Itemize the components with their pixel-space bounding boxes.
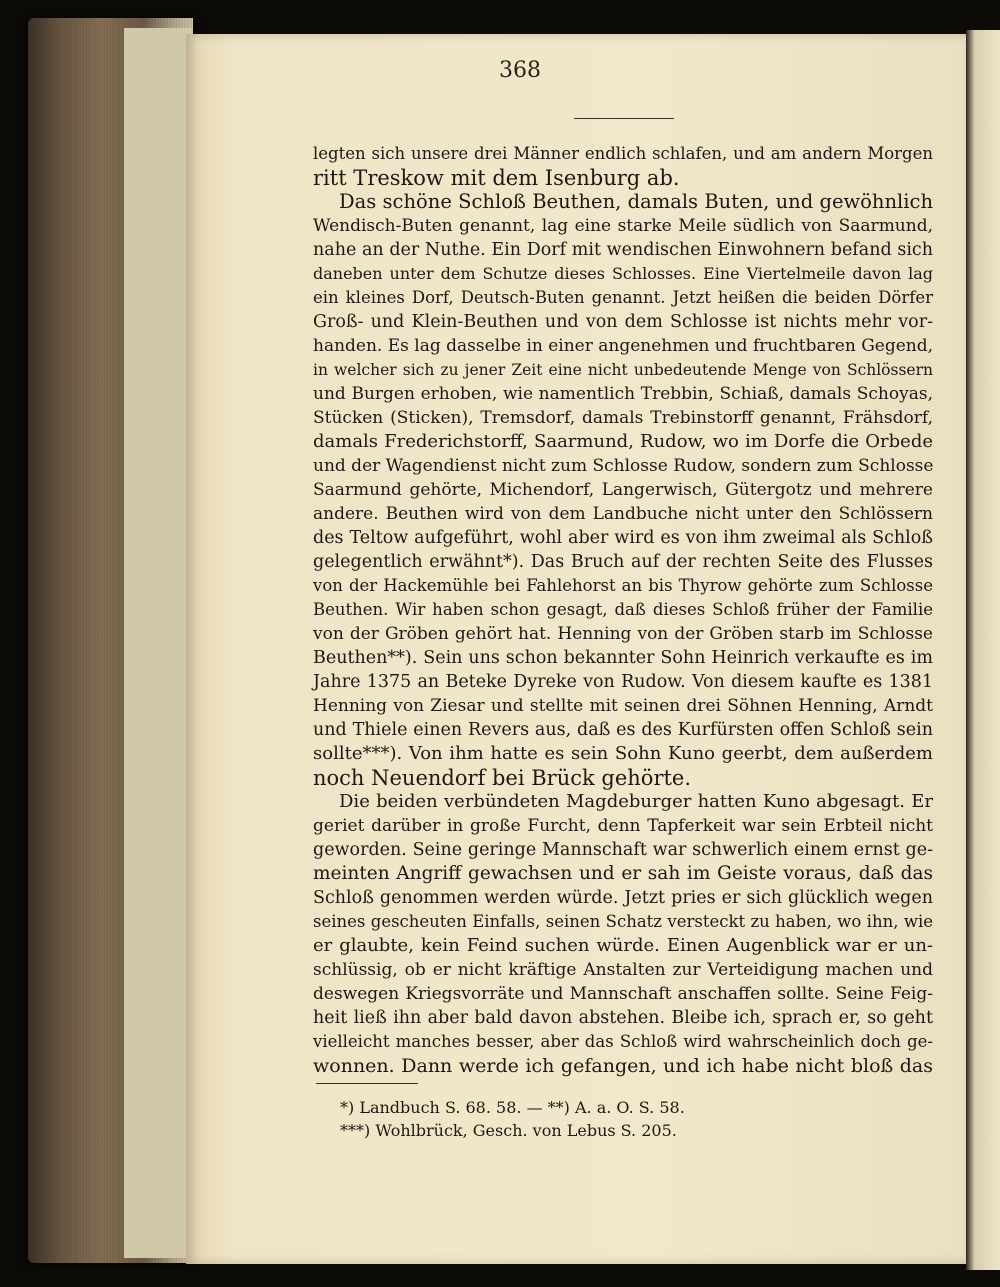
footnote-rule	[316, 1083, 418, 1084]
text-line: Die beiden verbündeten Magdeburger hatten Kuno abgesagt. Er	[339, 791, 933, 812]
text-line: Das schöne Schloß Beuthen, damals Buten, und gewöhnlich	[339, 190, 933, 213]
text-line: legten sich unsere drei Männer endlich schlafen, und am andern Morgen	[313, 144, 933, 163]
text-line: andere. Beuthen wird von dem Landbuche nicht unter den Schlössern	[313, 504, 933, 524]
text-line: von der Hackemühle bei Fahlehorst an bis Thyrow gehörte zum Schlosse	[313, 576, 933, 595]
text-line: geworden. Seine geringe Mannschaft war schwerlich einem ernst ge-	[313, 840, 933, 860]
footnote: ***) Wohlbrück, Gesch. von Lebus S. 205.	[340, 1121, 677, 1140]
text-line: sollte***). Von ihm hatte es sein Sohn Kuno geerbt, dem außerdem	[313, 743, 933, 764]
text-line: er glaubte, kein Feind suchen würde. Einen Augenblick war er un-	[313, 935, 933, 956]
text-line: des Teltow aufgeführt, wohl aber wird es von ihm zweimal als Schloß	[313, 528, 933, 548]
footnotes	[340, 1096, 940, 1142]
text-line: daneben unter dem Schutze dieses Schlosses. Eine Viertelmeile davon lag	[313, 264, 933, 283]
text-line: gelegentlich erwähnt*). Das Bruch auf der rechten Seite des Flusses	[313, 552, 933, 572]
text-line: und der Wagendienst nicht zum Schlosse Rudow, sondern zum Schlosse	[313, 456, 934, 476]
text-line: handen. Es lag dasselbe in einer angenehmen und fruchtbaren Gegend,	[313, 336, 934, 356]
page-number-rule	[574, 118, 674, 119]
text-line: Schloß genommen werden würde. Jetzt pries er sich glücklich wegen	[313, 888, 933, 908]
text-line: und Burgen erhoben, wie namentlich Trebbin, Schiaß, damals Schoyas,	[313, 384, 933, 404]
text-line: Wendisch-Buten genannt, lag eine starke Meile südlich von Saarmund,	[313, 216, 933, 236]
book-page-edges	[28, 18, 193, 1263]
footnote: *) Landbuch S. 68. 58. — **) A. a. O. S. 58.	[340, 1098, 685, 1117]
text-line: nahe an der Nuthe. Ein Dorf mit wendischen Einwohnern befand sich	[313, 240, 933, 260]
text-line: ein kleines Dorf, Deutsch-Buten genannt. Jetzt heißen die beiden Dörfer	[313, 288, 933, 307]
text-line: schlüssig, ob er nicht kräftige Anstalten zur Verteidigung machen und	[313, 960, 933, 980]
text-line: von der Gröben gehört hat. Henning von der Gröben starb im Schlosse	[313, 624, 933, 644]
text-line: noch Neuendorf bei Brück gehörte.	[313, 766, 692, 790]
body-text	[313, 142, 933, 1078]
facing-page-edge	[966, 30, 1000, 1270]
text-line: seines gescheuten Einfalls, seinen Schatz versteckt zu haben, wo ihn, wie	[313, 912, 933, 931]
page-number: 368	[499, 58, 541, 83]
text-line: meinten Angriff gewachsen und er sah im Geiste voraus, daß das	[313, 863, 933, 884]
text-line: und Thiele einen Revers aus, daß es des Kurfürsten offen Schloß sein	[313, 720, 933, 740]
text-line: heit ließ ihn aber bald davon abstehen. Bleibe ich, sprach er, so geht	[313, 1008, 933, 1028]
text-line: Beuthen. Wir haben schon gesagt, daß dieses Schloß früher der Familie	[313, 600, 933, 619]
text-line: wonnen. Dann werde ich gefangen, und ich habe nicht bloß das	[313, 1055, 933, 1077]
text-line: geriet darüber in große Furcht, denn Tapferkeit war sein Erbteil nicht	[313, 816, 933, 836]
text-line: ritt Treskow mit dem Isenburg ab.	[313, 166, 680, 190]
text-line: in welcher sich zu jener Zeit eine nicht unbedeutende Menge von Schlössern	[313, 361, 933, 379]
text-line: vielleicht manches besser, aber das Schloß wird wahrscheinlich doch ge-	[313, 1032, 933, 1051]
text-line: Beuthen**). Sein uns schon bekannter Sohn Heinrich verkaufte es im	[313, 648, 933, 668]
text-line: Stücken (Sticken), Tremsdorf, damals Trebinstorff genannt, Frähsdorf,	[313, 408, 933, 428]
text-line: Jahre 1375 an Beteke Dyreke von Rudow. Von diesem kaufte es 1381	[313, 672, 933, 692]
text-line: damals Frederichstorff, Saarmund, Rudow, wo im Dorfe die Orbede	[313, 431, 933, 452]
text-line: Henning von Ziesar und stellte mit seinen drei Söhnen Henning, Arndt	[313, 696, 933, 716]
text-line: Saarmund gehörte, Michendorf, Langerwisch, Gütergotz und mehrere	[313, 480, 933, 500]
text-line: deswegen Kriegsvorräte und Mannschaft anschaffen sollte. Seine Feig-	[313, 984, 933, 1004]
text-line: Groß- und Klein-Beuthen und von dem Schlosse ist nichts mehr vor-	[313, 312, 933, 332]
